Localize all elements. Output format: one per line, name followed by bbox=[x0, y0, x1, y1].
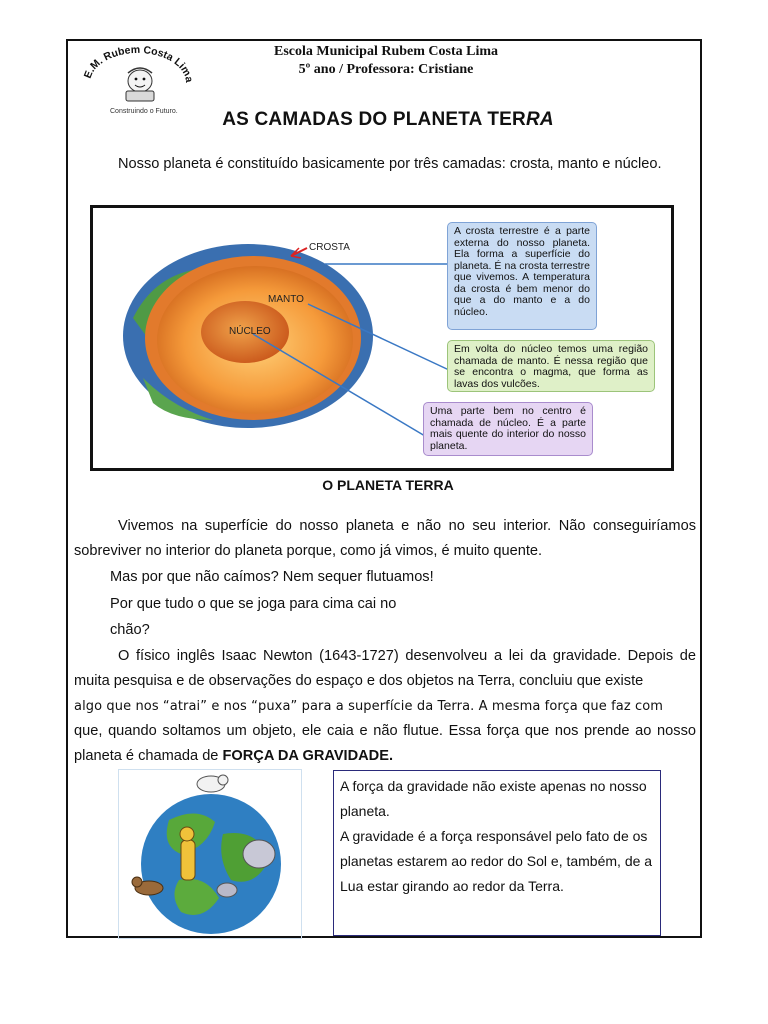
title-tail: RA bbox=[525, 109, 554, 130]
callout-crust: A crosta terrestre é a parte externa do nosso planeta. Ela forma a superfície do planeta. É na crosta terrestre que vivemos. A temperatura da crosta é bem menor do que a do manto e a do núcleo. bbox=[447, 222, 597, 330]
gravity-info-line-2: A gravidade é a força responsável pelo fato de os planetas estarem ao redor do Sol e, também, de a Lua estar girando ao redor da Terra. bbox=[340, 828, 653, 894]
callout-core: Uma parte bem no centro é chamada de núcleo. É a parte mais quente do interior do nosso planeta. bbox=[423, 402, 593, 456]
paragraph-question-2a: Por que tudo o que se joga para cima cai no bbox=[110, 596, 397, 612]
label-core: NÚCLEO bbox=[229, 326, 271, 337]
diagram-caption: O PLANETA TERRA bbox=[322, 477, 454, 493]
globe-animals-illustration bbox=[118, 769, 302, 939]
paragraph-question-1: Mas por que não caímos? Nem sequer flutuamos! bbox=[110, 569, 434, 585]
title-main: AS CAMADAS DO PLANETA TER bbox=[222, 109, 526, 130]
logo-lettering: E.M. Rubem Costa Lima bbox=[82, 43, 196, 84]
gravity-info-line-1: A força da gravidade não existe apenas no nosso planeta. bbox=[340, 778, 647, 819]
elephant-icon bbox=[243, 840, 275, 868]
paragraph-surface: Vivemos na superfície do nosso planeta e não no seu interior. Não conseguiríamos sobreviver no interior do planeta porque, como já vimos, é muito quente. bbox=[74, 518, 696, 559]
paragraph-newton: O físico inglês Isaac Newton (1643-1727) desenvolveu a lei da gravidade. Depois de muita pesquisa e de observações do espaço e dos objetos na Terra, concluiu que existe bbox=[74, 648, 696, 689]
callout-mantle: Em volta do núcleo temos uma região chamada de manto. É nessa região que se encontra o magma, que forma as lavas dos vulcões. bbox=[447, 340, 655, 392]
gravity-text: que, quando soltamos um objeto, ele caia e não flutue. Essa força que nos prende ao nosso planeta é chamada de bbox=[74, 723, 696, 764]
page-title bbox=[68, 109, 708, 131]
gravity-info-box bbox=[333, 770, 661, 936]
class-info: 5º ano / Professora: Cristiane bbox=[298, 62, 474, 77]
gravity-term: FORÇA DA GRAVIDADE. bbox=[222, 748, 394, 764]
giraffe-icon bbox=[180, 827, 195, 880]
paragraph-newton-line-3: algo que nos “atrai” e nos “puxa” para a superfície da Terra. A mesma força que faz com bbox=[74, 699, 664, 714]
earth-layers-diagram bbox=[90, 205, 674, 471]
mouse-icon bbox=[217, 883, 237, 897]
polar-bear-icon bbox=[197, 775, 228, 792]
paragraph-gravity bbox=[74, 719, 696, 769]
worksheet-page bbox=[66, 39, 702, 938]
school-name: Escola Municipal Rubem Costa Lima bbox=[273, 44, 498, 59]
paragraph-question-2b: chão? bbox=[110, 622, 150, 638]
label-mantle: MANTO bbox=[268, 294, 304, 305]
intro-paragraph: Nosso planeta é constituído basicamente por três camadas: crosta, manto e núcleo. bbox=[118, 156, 662, 172]
label-crust: CROSTA bbox=[309, 242, 350, 253]
logo-motto: Construindo o Futuro. bbox=[110, 108, 178, 115]
